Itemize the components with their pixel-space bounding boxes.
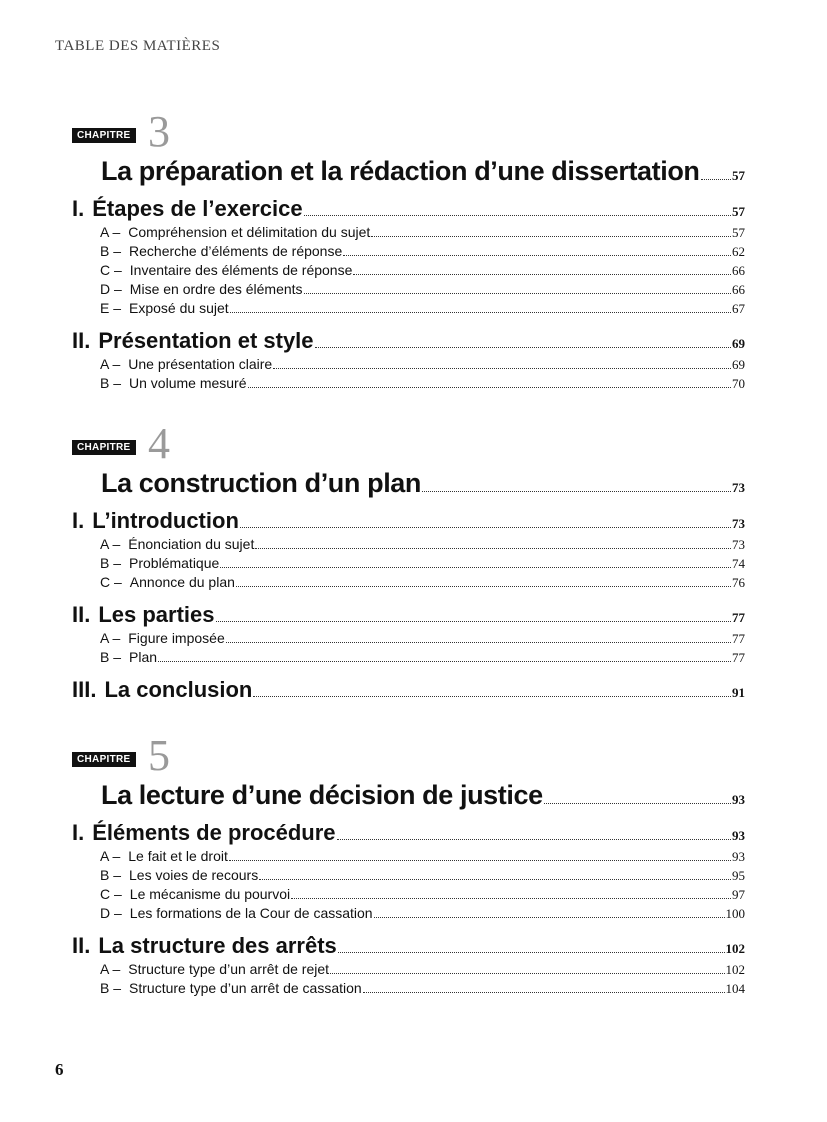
subsection-letter: B – <box>100 980 122 996</box>
leader-dots <box>337 838 731 840</box>
leader-dots <box>544 802 731 804</box>
section-title: Présentation et style <box>98 328 314 353</box>
chapter-title-row[interactable] <box>72 780 745 814</box>
leader-dots <box>291 897 731 899</box>
chapter-heading <box>72 419 745 468</box>
section-title: Les parties <box>98 602 215 627</box>
leader-dots <box>253 695 731 697</box>
section-title: Étapes de l’exercice <box>92 196 303 221</box>
subsection-title: Les voies de recours <box>129 867 259 883</box>
leader-dots <box>363 991 725 993</box>
page-number: 62 <box>732 244 745 259</box>
subsection-row[interactable] <box>72 867 745 886</box>
subsection-title: Structure type d’un arrêt de cassation <box>129 980 362 996</box>
page-number: 57 <box>732 204 745 219</box>
subsection-letter: A – <box>100 356 121 372</box>
chapter-3 <box>72 107 745 394</box>
section-number: I. <box>72 508 85 533</box>
leader-dots <box>229 859 731 861</box>
subsection-title: Une présentation claire <box>128 356 273 372</box>
page-number: 67 <box>732 301 745 316</box>
page-number: 70 <box>732 376 745 391</box>
chapter-heading <box>72 107 745 156</box>
chapter-number: 3 <box>148 107 170 156</box>
leader-dots <box>230 311 731 313</box>
section-row[interactable] <box>72 508 745 536</box>
subsection-letter: C – <box>100 574 122 590</box>
subsection-row[interactable] <box>72 375 745 394</box>
chapter-5 <box>72 731 745 999</box>
page-number: 74 <box>732 556 745 571</box>
leader-dots <box>371 235 731 237</box>
chapter-title: La préparation et la rédaction d’une dissertation <box>101 156 700 186</box>
leader-dots <box>330 972 724 974</box>
page-number: 77 <box>732 650 745 665</box>
subsection-row[interactable] <box>72 262 745 281</box>
subsection-title: Un volume mesuré <box>129 375 247 391</box>
page-number: 69 <box>732 357 745 372</box>
subsection-row[interactable] <box>72 281 745 300</box>
subsection-letter: C – <box>100 262 122 278</box>
page-number: 102 <box>725 941 745 956</box>
subsection-letter: E – <box>100 300 122 316</box>
subsection-row[interactable] <box>72 224 745 243</box>
subsection-letter: A – <box>100 961 121 977</box>
subsection-letter: A – <box>100 630 121 646</box>
subsection-letter: A – <box>100 224 121 240</box>
leader-dots <box>304 292 731 294</box>
page-number: 93 <box>732 849 745 864</box>
section-number: II. <box>72 328 91 353</box>
subsection-row[interactable] <box>72 555 745 574</box>
subsection-title: Annonce du plan <box>129 574 235 590</box>
subsection-letter: B – <box>100 867 122 883</box>
subsection-title: Inventaire des éléments de réponse <box>129 262 353 278</box>
leader-dots <box>353 273 731 275</box>
subsection-letter: A – <box>100 536 121 552</box>
page-number-footer: 6 <box>55 1060 64 1079</box>
leader-dots <box>248 386 731 388</box>
page-number: 97 <box>732 887 745 902</box>
subsection-letter: C – <box>100 886 122 902</box>
page-number: 66 <box>732 282 745 297</box>
page-number: 76 <box>732 575 745 590</box>
subsection-row[interactable] <box>72 574 745 593</box>
subsection-title: Plan <box>129 649 158 665</box>
chapter-title: La lecture d’une décision de justice <box>101 780 543 810</box>
page-number: 100 <box>725 906 745 921</box>
page-number: 95 <box>732 868 745 883</box>
subsection-title: Énonciation du sujet <box>128 536 255 552</box>
section-title: L’introduction <box>92 508 239 533</box>
subsection-letter: B – <box>100 375 122 391</box>
leader-dots <box>338 951 725 953</box>
subsection-title: Problématique <box>129 555 220 571</box>
subsection-row[interactable] <box>72 356 745 375</box>
page-number: 57 <box>732 225 745 240</box>
section-number: I. <box>72 820 85 845</box>
subsection-row[interactable] <box>72 848 745 867</box>
leader-dots <box>259 878 731 880</box>
leader-dots <box>226 641 731 643</box>
subsection-letter: B – <box>100 243 122 259</box>
page-number: 93 <box>732 828 745 843</box>
page-number: 73 <box>732 516 745 531</box>
leader-dots <box>273 367 731 369</box>
leader-dots <box>220 566 731 568</box>
subsection-row[interactable] <box>72 649 745 668</box>
subsection-letter: A – <box>100 848 121 864</box>
subsection-letter: B – <box>100 649 122 665</box>
chapter-number: 5 <box>148 731 170 780</box>
page-number: 73 <box>732 537 745 552</box>
section-number: II. <box>72 602 91 627</box>
section-number: II. <box>72 933 91 958</box>
chapter-title-row[interactable] <box>72 156 745 190</box>
section-row[interactable] <box>72 677 745 705</box>
page-number: 93 <box>732 792 745 807</box>
subsection-row[interactable] <box>72 886 745 905</box>
leader-dots <box>216 620 731 622</box>
section-row[interactable] <box>72 328 745 356</box>
page-number: 91 <box>732 685 745 700</box>
subsection-letter: D – <box>100 281 122 297</box>
subsection-row[interactable] <box>72 300 745 319</box>
leader-dots <box>304 214 731 216</box>
page-number: 57 <box>732 168 745 183</box>
chapter-badge: CHAPITRE <box>72 752 136 767</box>
subsection-title: Recherche d’éléments de réponse <box>129 243 343 259</box>
page-number: 69 <box>732 336 745 351</box>
section-title: Éléments de procédure <box>92 820 336 845</box>
section-row[interactable] <box>72 933 745 961</box>
subsection-title: Les formations de la Cour de cassation <box>129 905 373 921</box>
subsection-title: Structure type d’un arrêt de rejet <box>128 961 330 977</box>
subsection-row[interactable] <box>72 961 745 980</box>
page-number: 77 <box>732 610 745 625</box>
leader-dots <box>343 254 731 256</box>
subsection-letter: B – <box>100 555 122 571</box>
leader-dots <box>701 178 731 180</box>
section-row[interactable] <box>72 196 745 224</box>
subsection-letter: D – <box>100 905 122 921</box>
subsection-row[interactable] <box>72 630 745 649</box>
chapter-4 <box>72 419 745 705</box>
subsection-title: Mise en ordre des éléments <box>129 281 303 297</box>
running-header: TABLE DES MATIÈRES <box>55 38 221 54</box>
page-number: 104 <box>725 981 745 996</box>
subsection-row[interactable] <box>72 536 745 555</box>
subsection-row[interactable] <box>72 243 745 262</box>
chapter-title: La construction d’un plan <box>101 468 421 498</box>
chapter-title-row[interactable] <box>72 468 745 502</box>
section-row[interactable] <box>72 602 745 630</box>
subsection-title: Figure imposée <box>128 630 225 646</box>
section-number: III. <box>72 677 97 702</box>
leader-dots <box>240 526 731 528</box>
leader-dots <box>422 490 731 492</box>
leader-dots <box>255 547 731 549</box>
subsection-title: Le mécanisme du pourvoi <box>129 886 291 902</box>
subsection-title: Exposé du sujet <box>129 300 229 316</box>
subsection-row[interactable] <box>72 980 745 999</box>
section-row[interactable] <box>72 820 745 848</box>
chapter-badge: CHAPITRE <box>72 440 136 455</box>
leader-dots <box>236 585 731 587</box>
page-number: 102 <box>725 962 745 977</box>
page-number: 73 <box>732 480 745 495</box>
leader-dots <box>374 916 725 918</box>
chapter-heading <box>72 731 745 780</box>
leader-dots <box>158 660 731 662</box>
subsection-row[interactable] <box>72 905 745 924</box>
page-number: 66 <box>732 263 745 278</box>
section-number: I. <box>72 196 85 221</box>
subsection-title: Compréhension et délimitation du sujet <box>128 224 371 240</box>
section-title: La structure des arrêts <box>98 933 337 958</box>
section-title: La conclusion <box>104 677 253 702</box>
chapter-number: 4 <box>148 419 170 468</box>
chapter-badge: CHAPITRE <box>72 128 136 143</box>
page-number: 77 <box>732 631 745 646</box>
subsection-title: Le fait et le droit <box>128 848 228 864</box>
leader-dots <box>315 346 731 348</box>
